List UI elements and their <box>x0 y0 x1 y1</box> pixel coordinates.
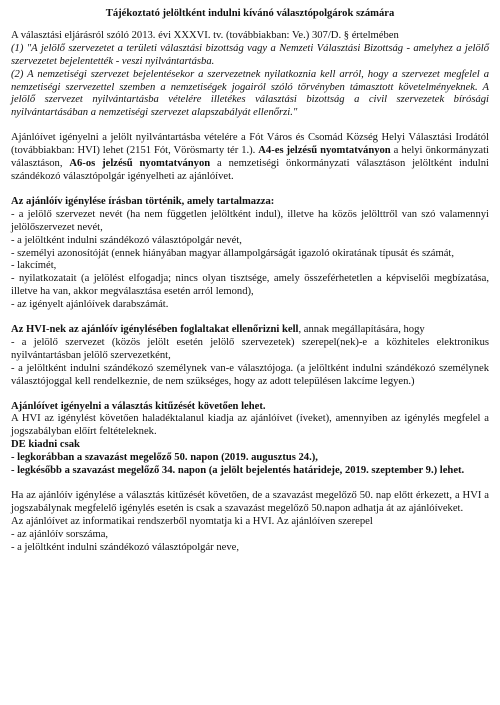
request-text-3: a nemzetiségi önkormányzati választáson jelöltként indulni szándékozó választópolgár igényelheti az ajánlóívet. <box>11 158 489 182</box>
intro-lead: A választási eljárásról szóló 2013. évi XXXVI. tv. (továbbiakban: Ve.) 307/D. § értelmében <box>11 29 399 41</box>
list-item: - az ajánlóív sorszáma, <box>11 528 109 540</box>
list-item: - a jelölő szervezet nevét (ha nem független jelöltként indul), illetve ha közös jelölttről van szó valamennyi jelölőszervezet nevét, <box>11 208 489 233</box>
intro-quote-1: (1) "A jelölő szervezetet a területi választási bizottság vagy a Nemzeti Választási Bizottság - amelyhez a jelölő szervezetet bejelentették - veszi nyilvántartásba. <box>11 42 489 67</box>
request-paragraph <box>11 132 489 184</box>
print-line: Az ajánlóívet az informatikai rendszerből nyomtatja ki a HVI. Az ajánlóíven szerepel <box>11 515 373 527</box>
document-title: Tájékoztató jelöltként indulni kívánó választópolgárok számára <box>105 8 395 19</box>
contents-list <box>11 209 489 312</box>
list-item: - a jelöltként indulni szándékozó személynek van-e választójoga. (a jelöltként indulni szándékozó személynek választójoggal kell rendelkeznie, de nem szükséges, hogy az adott településen lakcíme legyen.) <box>11 362 489 387</box>
check-rest: , annak megállapítására, hogy <box>298 324 425 336</box>
issue-text: A HVI az igénylést követően haladéktalanul kiadja az ajánlóívet (íveket), amennyiben az igénylés megfelel a jogszabályban előírt feltételeknek. <box>11 413 489 438</box>
contents-heading: Az ajánlóív igénylése írásban történik, amely tartalmazza: <box>11 195 275 207</box>
list-item: - a jelöltként indulni szándékozó választópolgár nevét, <box>11 234 242 246</box>
request-a4-form: A4-es jelzésű nyomtatványon <box>258 145 391 157</box>
list-item: - az igényelt ajánlóívek darabszámát. <box>11 299 169 311</box>
list-item: - a jelöltként indulni szándékozó választópolgár neve, <box>11 541 239 553</box>
issue-condition: DE kiadni csak <box>11 439 80 451</box>
late-paragraph: Ha az ajánlóív igénylése a választás kitűzését követően, de a szavazást megelőző 50. nap előtt érkezett, a HVI a jogszabálynak megfelelő igénylés esetén is csak a szavazást megelőző 50.napon adhatja át az ajánlóíveket. <box>11 490 489 514</box>
check-list <box>11 337 489 389</box>
intro-quote-2: (2) A nemzetiségi szervezet bejelentésekor a szervezetnek nyilatkoznia kell arról, hogy a szervezet megfelel a nemzetiségi szervezettel szemben a nemzetiségek jogairól szóló törvényben támasztott követelményeknek. A jelölő szervezet nyilvántartásba vételére illetékes választási bizottság a civil szervezetek bírósági nyilvántartásában a nemzetiségi szervezet alapszabályát ellenőrzi." <box>11 68 489 119</box>
request-text-2: a helyi önkormányzati választáson, <box>11 145 489 170</box>
list-item: - lakcímét, <box>11 260 57 272</box>
issue-latest: - legkésőbb a szavazást megelőző 34. napon (a jelölt bejelentés határideje, 2019. szeptember 9.) lehet. <box>11 465 465 477</box>
check-heading: Az HVI-nek az ajánlóív igénylésében foglaltakat ellenőrizni kell <box>11 324 299 336</box>
issue-heading: Ajánlóívet igényelni a választás kitűzését követően lehet. <box>11 400 266 412</box>
request-text-1: Ajánlóívet igényelni a jelölt nyilvántartásba vételére a Fót Város és Csomád Község Helyi Választási Irodától (továbbiakban: HVI) lehet (2151 Fót, Vörösmarty tér 1.). <box>11 132 489 157</box>
check-paragraph <box>11 324 489 337</box>
list-item: - személyi azonosítóját (ennek hiányában magyar állampolgárságát igazoló okiratának típusát és számát, <box>11 247 455 259</box>
list-item: - a jelölő szervezet (közös jelölt esetén jelölő szervezetek) szerepel(nek)-e a közhiteles elektronikus nyilvántartásban jelölő szervezetként, <box>11 336 489 361</box>
list-item: - nyilatkozatait (a jelölést elfogadja; nincs olyan tisztsége, amely összeférhetetlen a képviselői megbízatása, illetve ha van, akkor megválasztása esetén arról lemond), <box>11 273 489 298</box>
issue-earliest: - legkorábban a szavazást megelőző 50. napon (2019. augusztus 24.), <box>11 452 318 464</box>
request-a6-form: A6-os jelzésű nyomtatványon <box>69 158 211 170</box>
